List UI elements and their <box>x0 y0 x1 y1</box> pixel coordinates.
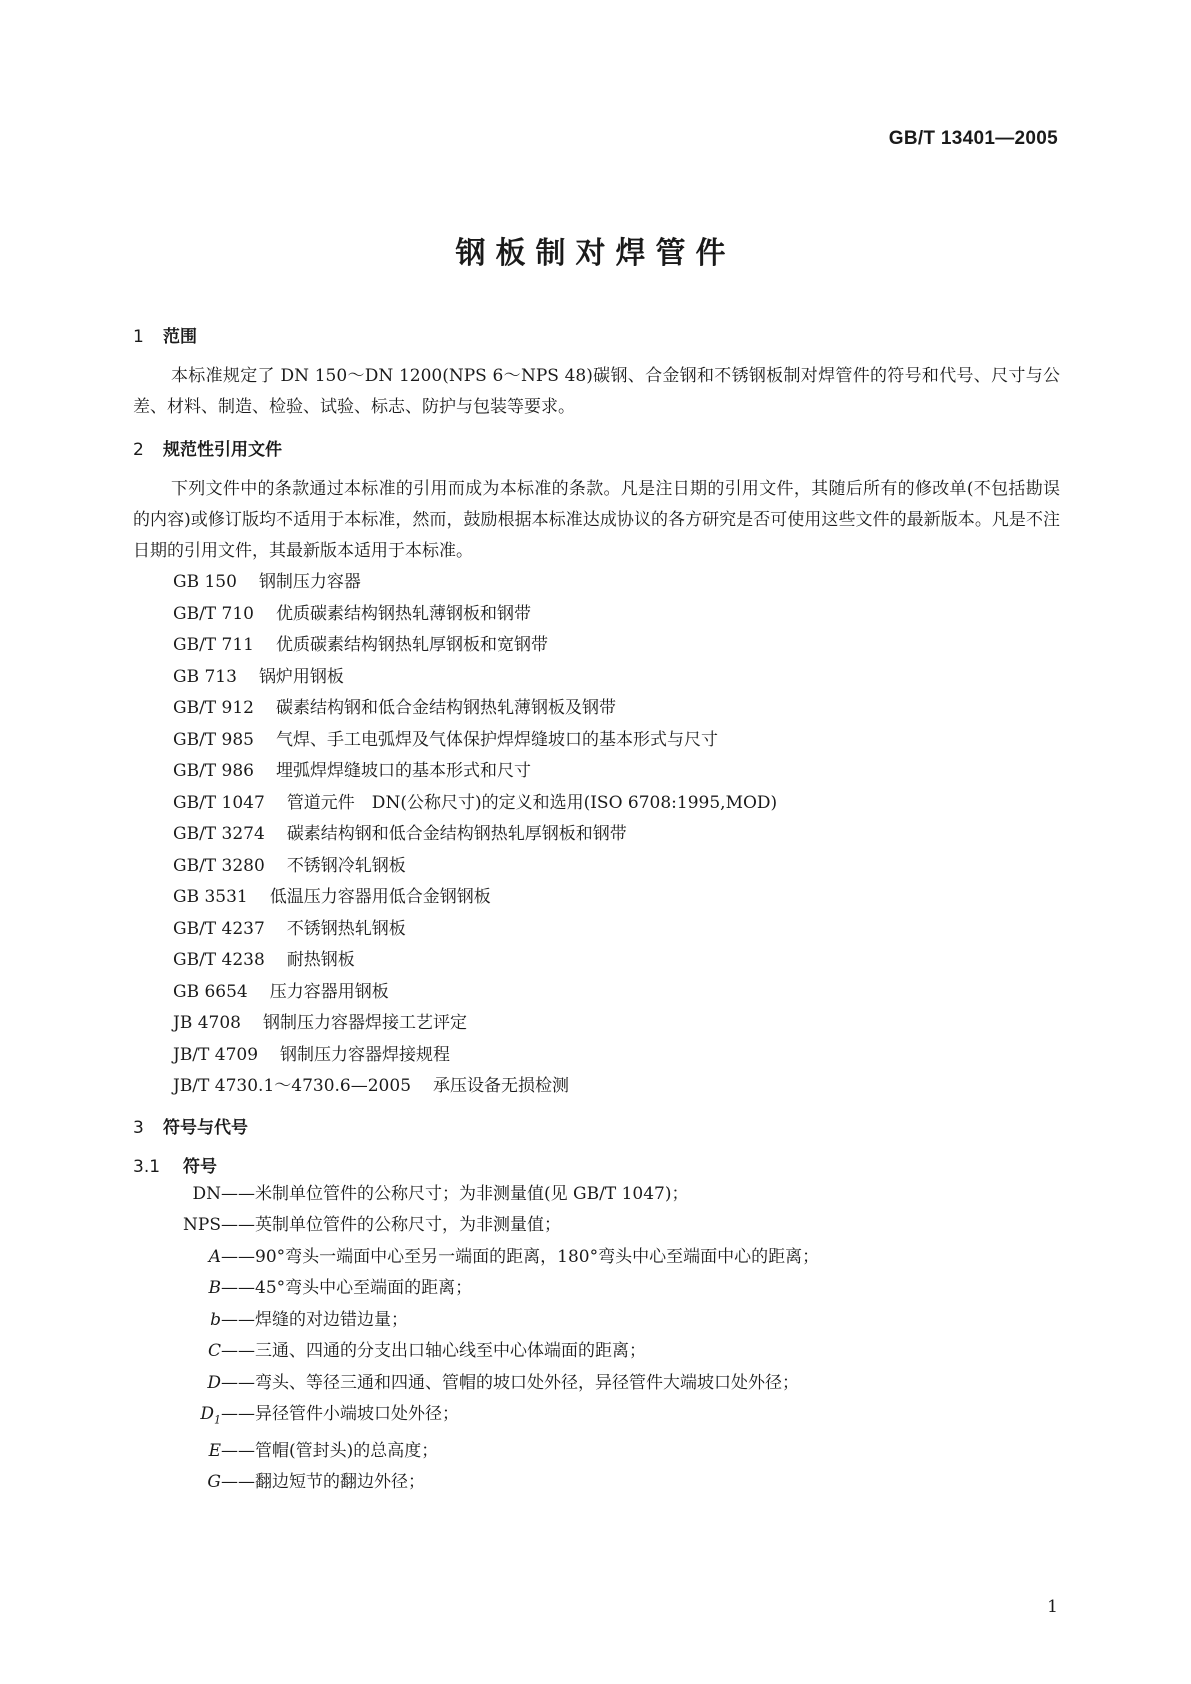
reference-item <box>133 788 1060 820</box>
reference-title: 锅炉用钢板 <box>258 666 344 687</box>
reference-title: 压力容器用钢板 <box>269 981 389 1002</box>
section-2-paragraph: 下列文件中的条款通过本标准的引用而成为本标准的条款。凡是注日期的引用文件，其随后所有的修改单(不包括勘误的内容)或修订版均不适用于本标准，然而，鼓励根据本标准达成协议的各方研究是否可使用这些文件的最新版本。凡是不注日期的引用文件，其最新版本适用于本标准。 <box>133 479 1060 561</box>
reference-title: 优质碳素结构钢热轧薄钢板和钢带 <box>276 603 531 624</box>
reference-code: GB/T 4237 <box>173 918 265 939</box>
symbol-dash: —— <box>221 1372 255 1393</box>
section-number: 3.1 <box>133 1156 161 1177</box>
reference-code: JB 4708 <box>173 1013 241 1033</box>
symbol-letter: b <box>210 1309 221 1330</box>
symbol-dash: —— <box>221 1341 255 1361</box>
section-number: 3 <box>133 1117 144 1138</box>
symbol-item <box>133 1210 1060 1242</box>
symbol-item <box>133 1467 1060 1499</box>
symbol <box>133 1399 221 1436</box>
reference-item <box>133 914 1060 946</box>
symbol <box>133 1436 221 1468</box>
reference-code: GB 713 <box>173 666 237 687</box>
section-3-heading <box>133 1113 1060 1138</box>
symbol-description: 英制单位管件的公称尺寸，为非测量值； <box>255 1215 561 1235</box>
reference-title: 优质碳素结构钢热轧厚钢板和宽钢带 <box>276 635 548 655</box>
reference-title: 埋弧焊焊缝坡口的基本形式和尺寸 <box>276 761 531 781</box>
symbol-item <box>133 1305 1060 1337</box>
section-number: 2 <box>133 440 144 460</box>
reference-title: 承压设备无损检测 <box>433 1076 570 1096</box>
symbol <box>133 1242 221 1274</box>
symbol-description: 45°弯头中心至端面的距离； <box>255 1278 473 1298</box>
reference-code: JB/T 4709 <box>173 1044 259 1065</box>
symbol-description: 翻边短节的翻边外径； <box>255 1472 425 1493</box>
symbol-letter: D <box>207 1372 221 1393</box>
reference-item <box>133 1071 1060 1103</box>
reference-title: 低温压力容器用低合金钢钢板 <box>269 887 491 907</box>
reference-title: 钢制压力容器焊接规程 <box>280 1044 451 1065</box>
reference-title: 不锈钢热轧钢板 <box>286 918 406 939</box>
reference-title: 碳素结构钢和低合金结构钢热轧厚钢板和钢带 <box>286 824 627 844</box>
reference-code: GB/T 912 <box>173 698 254 718</box>
symbol-description: 弯头、等径三通和四通、管帽的坡口处外径，异径管件大端坡口处外径； <box>255 1372 799 1393</box>
symbol-dash: —— <box>221 1183 255 1204</box>
symbol <box>133 1368 221 1400</box>
document-title: 钢板制对焊管件 <box>455 236 736 271</box>
reference-item <box>133 630 1060 662</box>
symbol <box>133 1273 221 1305</box>
symbol-description: 三通、四通的分支出口轴心线至中心体端面的距离； <box>255 1341 646 1361</box>
reference-title: 不锈钢冷轧钢板 <box>286 855 406 876</box>
document-body <box>133 322 1060 1499</box>
reference-item <box>133 725 1060 757</box>
symbol-dash: —— <box>221 1215 255 1235</box>
reference-item <box>133 756 1060 788</box>
reference-item <box>133 693 1060 725</box>
symbol-dash: —— <box>221 1309 255 1330</box>
reference-code: GB/T 3280 <box>173 855 265 876</box>
symbol-description: 管帽(管封头)的总高度； <box>255 1440 439 1461</box>
symbol-letter: A <box>208 1246 221 1267</box>
reference-code: GB 150 <box>173 572 237 592</box>
reference-code: GB/T 710 <box>173 603 254 624</box>
symbol-letter: D <box>200 1404 214 1424</box>
symbol-letter: B <box>208 1278 221 1298</box>
symbol-dash: —— <box>221 1404 255 1424</box>
symbol-subscript: 1 <box>214 1413 221 1427</box>
page-number: 1 <box>1047 1597 1058 1617</box>
symbol-dash: —— <box>221 1472 255 1493</box>
reference-code: GB/T 4238 <box>173 950 265 970</box>
section-title: 符号与代号 <box>163 1117 248 1138</box>
symbol-item <box>133 1179 1060 1211</box>
reference-item <box>133 599 1060 631</box>
symbol-dash: —— <box>221 1440 255 1461</box>
reference-code: GB/T 986 <box>173 761 254 781</box>
reference-item <box>133 1040 1060 1072</box>
symbol <box>133 1467 221 1499</box>
section-1-paragraph: 本标准规定了 DN 150～DN 1200(NPS 6～NPS 48)碳钢、合金钢和不锈钢板制对焊管件的符号和代号、尺寸与公差、材料、制造、检验、试验、标志、防护与包装等要求。 <box>133 366 1060 417</box>
symbol-description: 米制单位管件的公称尺寸；为非测量值(见 GB/T 1047)； <box>255 1183 689 1204</box>
reference-item <box>133 819 1060 851</box>
symbol-letter: E <box>208 1440 221 1461</box>
symbol-item <box>133 1273 1060 1305</box>
symbol-dash: —— <box>221 1246 255 1267</box>
reference-item <box>133 851 1060 883</box>
section-2-heading <box>133 435 1060 460</box>
symbol-dash: —— <box>221 1278 255 1298</box>
symbol-letter: NPS <box>183 1215 221 1235</box>
symbol-list <box>133 1179 1060 1499</box>
reference-item <box>133 1008 1060 1040</box>
section-title: 范围 <box>163 327 197 347</box>
section-title: 符号 <box>183 1156 217 1177</box>
reference-item <box>133 945 1060 977</box>
symbol <box>133 1305 221 1337</box>
reference-code: GB 3531 <box>173 887 248 907</box>
section-title: 规范性引用文件 <box>163 440 282 460</box>
reference-title: 管道元件 DN(公称尺寸)的定义和选用(ISO 6708:1995,MOD) <box>286 792 778 813</box>
standard-code: GB/T 13401—2005 <box>888 128 1058 149</box>
symbol-item <box>133 1399 1060 1436</box>
reference-title: 碳素结构钢和低合金结构钢热轧薄钢板及钢带 <box>276 698 616 718</box>
symbol-item <box>133 1368 1060 1400</box>
reference-code: GB/T 1047 <box>173 792 265 813</box>
reference-code: GB/T 711 <box>173 635 254 655</box>
reference-item <box>133 567 1060 599</box>
reference-list <box>133 567 1060 1103</box>
symbol <box>133 1210 221 1242</box>
symbol <box>133 1179 221 1211</box>
reference-title: 耐热钢板 <box>286 950 355 970</box>
reference-code: JB/T 4730.1～4730.6—2005 <box>173 1076 412 1096</box>
reference-title: 钢制压力容器 <box>258 572 361 592</box>
symbol-letter: C <box>207 1341 221 1361</box>
symbol-description: 焊缝的对边错边量； <box>255 1309 408 1330</box>
symbol-description: 异径管件小端坡口处外径； <box>255 1404 459 1424</box>
symbol-item <box>133 1436 1060 1468</box>
reference-item <box>133 882 1060 914</box>
reference-item <box>133 977 1060 1009</box>
reference-title: 气焊、手工电弧焊及气体保护焊焊缝坡口的基本形式与尺寸 <box>276 729 718 750</box>
symbol-item <box>133 1242 1060 1274</box>
reference-code: GB/T 3274 <box>173 824 265 844</box>
symbol-item <box>133 1336 1060 1368</box>
section-1-heading <box>133 322 1060 347</box>
symbol-letter: DN <box>192 1183 221 1204</box>
symbol-letter: G <box>207 1472 221 1493</box>
symbol <box>133 1336 221 1368</box>
section-number: 1 <box>133 327 144 347</box>
section-3-1-heading <box>133 1152 1060 1177</box>
reference-code: GB 6654 <box>173 981 248 1002</box>
reference-title: 钢制压力容器焊接工艺评定 <box>262 1013 467 1033</box>
reference-code: GB/T 985 <box>173 729 254 750</box>
reference-item <box>133 662 1060 694</box>
symbol-description: 90°弯头一端面中心至另一端面的距离，180°弯头中心至端面中心的距离； <box>255 1246 820 1267</box>
